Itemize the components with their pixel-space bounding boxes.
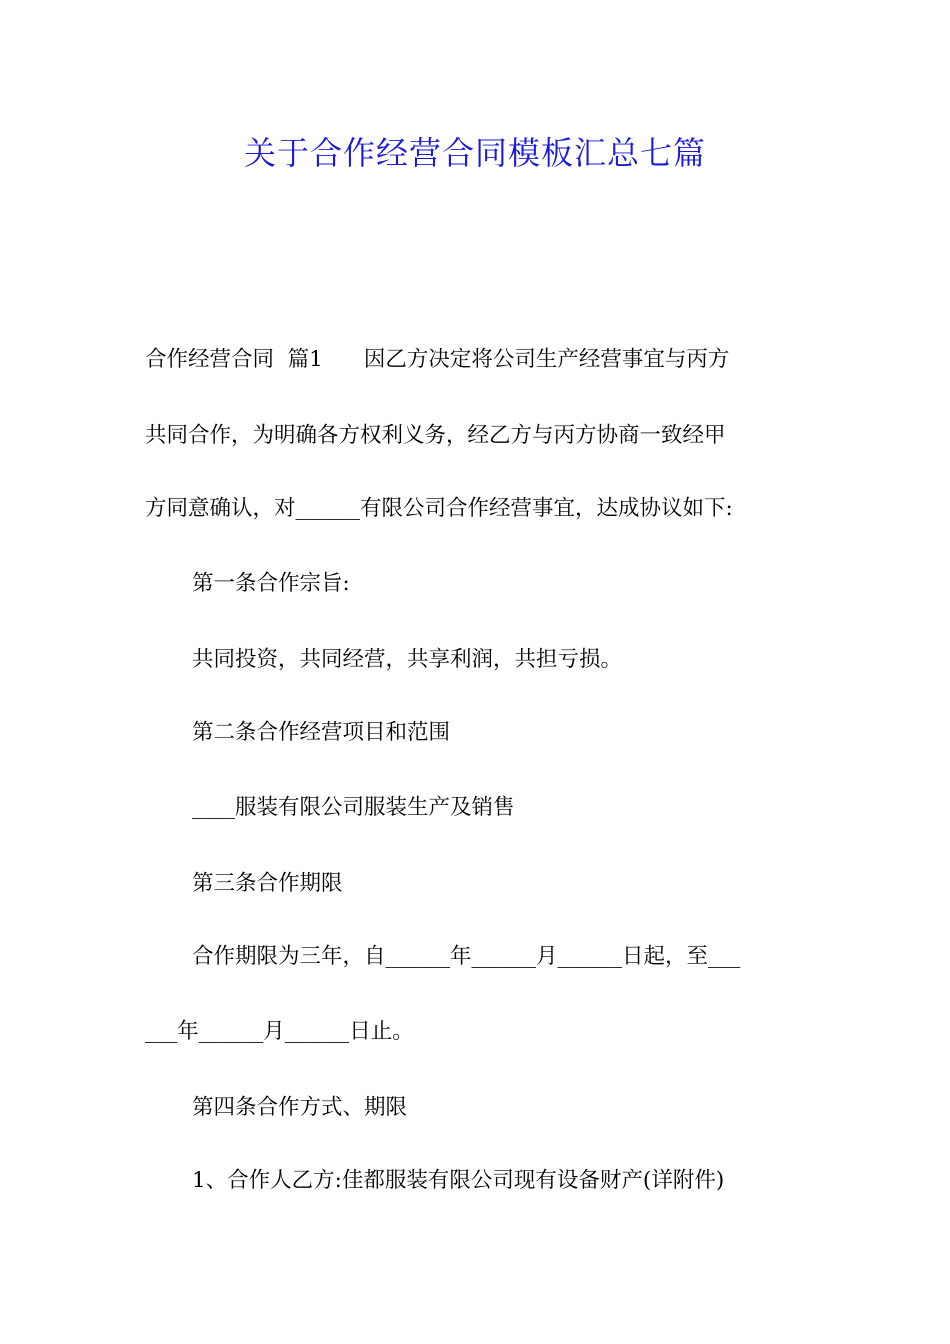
- paragraph-line: 1、合作人乙方:佳都服装有限公司现有设备财产(详附件): [192, 1168, 725, 1193]
- article-heading: 第四条合作方式、期限: [192, 1095, 408, 1120]
- article-heading: 第三条合作期限: [192, 871, 343, 896]
- paragraph-line: 合作期限为三年，自______年______月______日起，至___: [192, 944, 741, 969]
- paragraph-line: ____服装有限公司服装生产及销售: [192, 795, 515, 820]
- paragraph-line: 方同意确认，对______有限公司合作经营事宜，达成协议如下:: [145, 496, 733, 521]
- paragraph-line: 共同投资，共同经营，共享利润，共担亏损。: [192, 647, 623, 672]
- document-title: 关于合作经营合同模板汇总七篇: [243, 134, 706, 172]
- article-heading: 第二条合作经营项目和范围: [192, 720, 451, 745]
- paragraph-line: ___年______月______日止。: [145, 1019, 414, 1044]
- article-heading: 第一条合作宗旨:: [192, 571, 350, 596]
- paragraph-line: 共同合作，为明确各方权利义务，经乙方与丙方协商一致经甲: [145, 423, 726, 448]
- paragraph-line: 合作经营合同 篇1 因乙方决定将公司生产经营事宜与丙方: [145, 347, 730, 372]
